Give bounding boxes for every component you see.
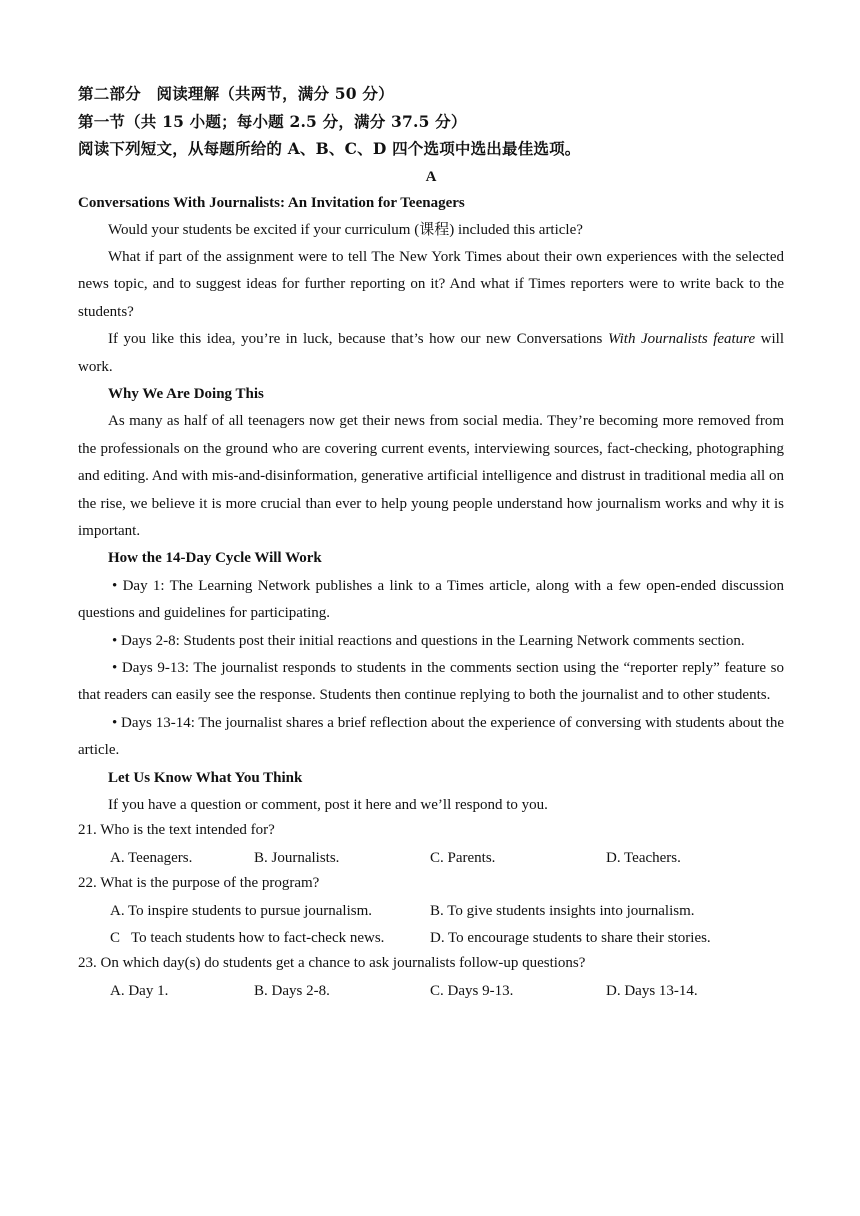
question-stem: 23. On which day(s) do students get a chance to ask journalists follow-up questions?: [78, 955, 586, 972]
option-a: A. Day 1.: [110, 982, 169, 999]
option-row: [78, 925, 784, 952]
option-c: C To teach students how to fact-check news.: [110, 930, 385, 947]
subheading-cycle: How the 14-Day Cycle Will Work: [108, 550, 322, 567]
paragraph-3-text-a: If you like this idea, you’re in luck, because that’s how our new Conversations: [108, 331, 608, 348]
bullet-days-13-14: • Days 13-14: The journalist shares a brief reflection about the experience of conversing with students about the article.: [78, 714, 784, 759]
option-b: B. To give students insights into journalism.: [430, 902, 695, 919]
bullet-day-1: • Day 1: The Learning Network publishes a link to a Times article, along with a few open-ended discussion questions and guidelines for participating.: [78, 577, 784, 622]
option-d: D. Days 13-14.: [606, 982, 698, 999]
section-heading: 第二部分 阅读理解（共两节，满分 50 分）: [78, 84, 394, 103]
option-c: C. Parents.: [430, 849, 496, 866]
option-row: [78, 845, 784, 872]
passage-letter: A: [425, 168, 437, 185]
paragraph-3-text-b: will work.: [78, 331, 784, 375]
subheading-why: Why We Are Doing This: [108, 385, 264, 402]
option-a: A. To inspire students to pursue journalism.: [110, 902, 372, 919]
question-23: [78, 950, 784, 1005]
question-stem: 21. Who is the text intended for?: [78, 822, 275, 839]
question-stem: 22. What is the purpose of the program?: [78, 875, 320, 892]
paragraph-2: What if part of the assignment were to tell The New York Times about their own experiences with the selected news topic, and to suggest ideas for further reporting on it? And what if Times reporters were to write back to the students?: [78, 248, 784, 320]
exam-page: [78, 80, 784, 1005]
paragraph-5: If you have a question or comment, post it here and we’ll respond to you.: [108, 797, 548, 814]
option-a: A. Teenagers.: [110, 849, 193, 866]
paragraph-1: Would your students be excited if your curriculum (课程) included this article?: [108, 221, 583, 238]
option-b: B. Journalists.: [254, 849, 340, 866]
question-21: [78, 817, 784, 872]
option-d: D. To encourage students to share their stories.: [430, 930, 711, 947]
option-b: B. Days 2-8.: [254, 982, 330, 999]
subsection-heading: 第一节（共 15 小题；每小题 2.5 分，满分 37.5 分）: [78, 111, 467, 131]
passage-title: Conversations With Journalists: An Invitation for Teenagers: [78, 194, 465, 211]
subheading-feedback: Let Us Know What You Think: [108, 769, 303, 786]
bullet-days-9-13: • Days 9-13: The journalist responds to students in the comments section using the “reporter reply” feature so that readers can easily see the response. Students then continue replying to both the journalist and to other students.: [78, 660, 784, 704]
paragraph-4: As many as half of all teenagers now get their news from social media. They’re becoming more removed from the professionals on the ground who are covering current events, interviewing sources, fact-checking, photographing and editing. And with mis-and-disinformation, generative artificial intelligence and distrust in traditional media all on the rise, we believe it is more crucial than ever to help young people understand how journalism works and why it is important.: [78, 413, 784, 539]
option-c: C. Days 9-13.: [430, 982, 514, 999]
option-row: [78, 978, 784, 1005]
question-22: [78, 870, 784, 952]
option-row: [78, 898, 784, 925]
paragraph-3-italic: With Journalists feature: [607, 331, 756, 348]
option-d: D. Teachers.: [606, 849, 681, 866]
bullet-days-2-8: • Days 2-8: Students post their initial reactions and questions in the Learning Network comments section.: [112, 632, 745, 649]
instructions: 阅读下列短文，从每题所给的 A、B、C、D 四个选项中选出最佳选项。: [78, 139, 581, 158]
paragraph-3: [78, 326, 784, 381]
